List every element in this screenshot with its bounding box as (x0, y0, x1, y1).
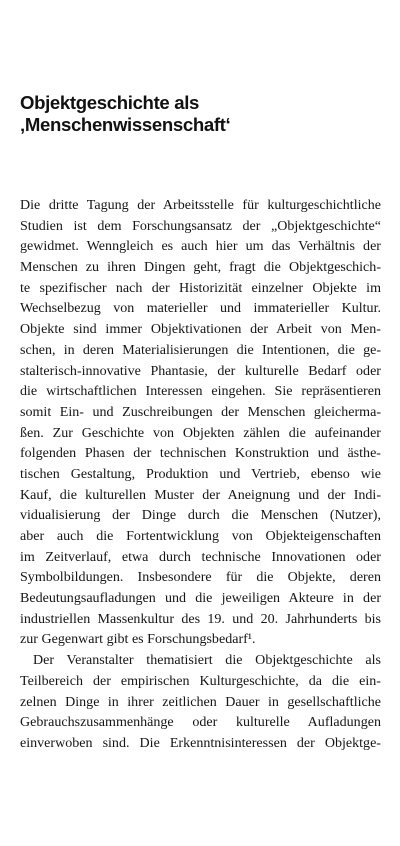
body-line-8: schen, in deren Materialisierungen die Intentionen, die ge- (20, 341, 381, 358)
body-line-24: Teilbereich der empirischen Kulturgeschichte, da die ein- (20, 672, 381, 689)
body-line-15: Kauf, die kulturellen Muster der Aneignung und der Indi- (20, 486, 381, 503)
body-line-22: zur Gegenwart gibt es Forschungsbedarf¹. (20, 631, 256, 648)
body-line-5: te spezifischer nach der Historizität einzelner Objekte im (20, 279, 381, 296)
section-heading (20, 92, 380, 136)
section-heading-line-2: ‚Menschenwissenschaft‘ (20, 114, 231, 135)
body-line-14: tischen Gestaltung, Produktion und Vertrieb, ebenso wie (20, 465, 381, 482)
body-line-9: stalterisch-innovative Phantasie, der kulturelle Bedarf oder (20, 362, 381, 379)
body-line-21: industriellen Massenkultur des 19. und 20. Jahrhunderts bis (20, 610, 381, 627)
body-line-19: Symbolbildungen. Insbesondere für die Objekte, deren (20, 569, 381, 586)
body-line-11: somit Ein- und Zuschreibungen der Menschen gleicherma- (20, 403, 381, 420)
body-line-4: Menschen zu ihren Dingen geht, fragt die Objektgeschich- (20, 259, 381, 276)
body-line-12: ßen. Zur Geschichte von Objekten zählen die aufeinander (20, 424, 381, 441)
section-heading-line-1: Objektgeschichte als (20, 92, 200, 113)
body-line-16: vidualisierung der Dinge durch die Menschen (Nutzer), (20, 507, 381, 524)
body-line-18: im Zeitverlauf, etwa durch technische Innovationen oder (20, 548, 381, 565)
body-line-3: gewidmet. Wenngleich es auch hier um das Verhältnis der (20, 238, 381, 255)
body-line-25: zelnen Dinge in ihrer zeitlichen Dauer in gesellschaftliche (20, 693, 381, 710)
body-line-26: Gebrauchszusammenhänge oder kulturelle Aufladungen (20, 714, 381, 731)
body-line-20: Bedeutungsaufladungen und die jeweiligen Akteure in der (20, 590, 381, 607)
body-line-17: aber auch die Fortentwicklung von Objekteigenschaften (20, 528, 381, 544)
body-line-1: Die dritte Tagung der Arbeitsstelle für kulturgeschichtliche (20, 197, 381, 213)
body-line-23: Der Veranstalter thematisiert die Objektgeschichte als (33, 652, 381, 669)
body-line-6: Wechselbezug von materieller und immaterieller Kultur. (20, 300, 381, 317)
body-line-7: Objekte sind immer Objektivationen der Arbeit von Men- (20, 321, 381, 338)
body-line-27: einverwoben sind. Die Erkenntnisinteressen der Objektge- (20, 734, 381, 751)
body-line-10: die wirtschaftlichen Interessen eingehen. Sie repräsentieren (20, 383, 381, 400)
body-line-13: folgenden Phasen der technischen Konstruktion und ästhe- (20, 445, 381, 462)
body-text (20, 195, 381, 754)
body-line-2: Studien ist dem Forschungsansatz der „Objektgeschichte“ (20, 217, 381, 234)
